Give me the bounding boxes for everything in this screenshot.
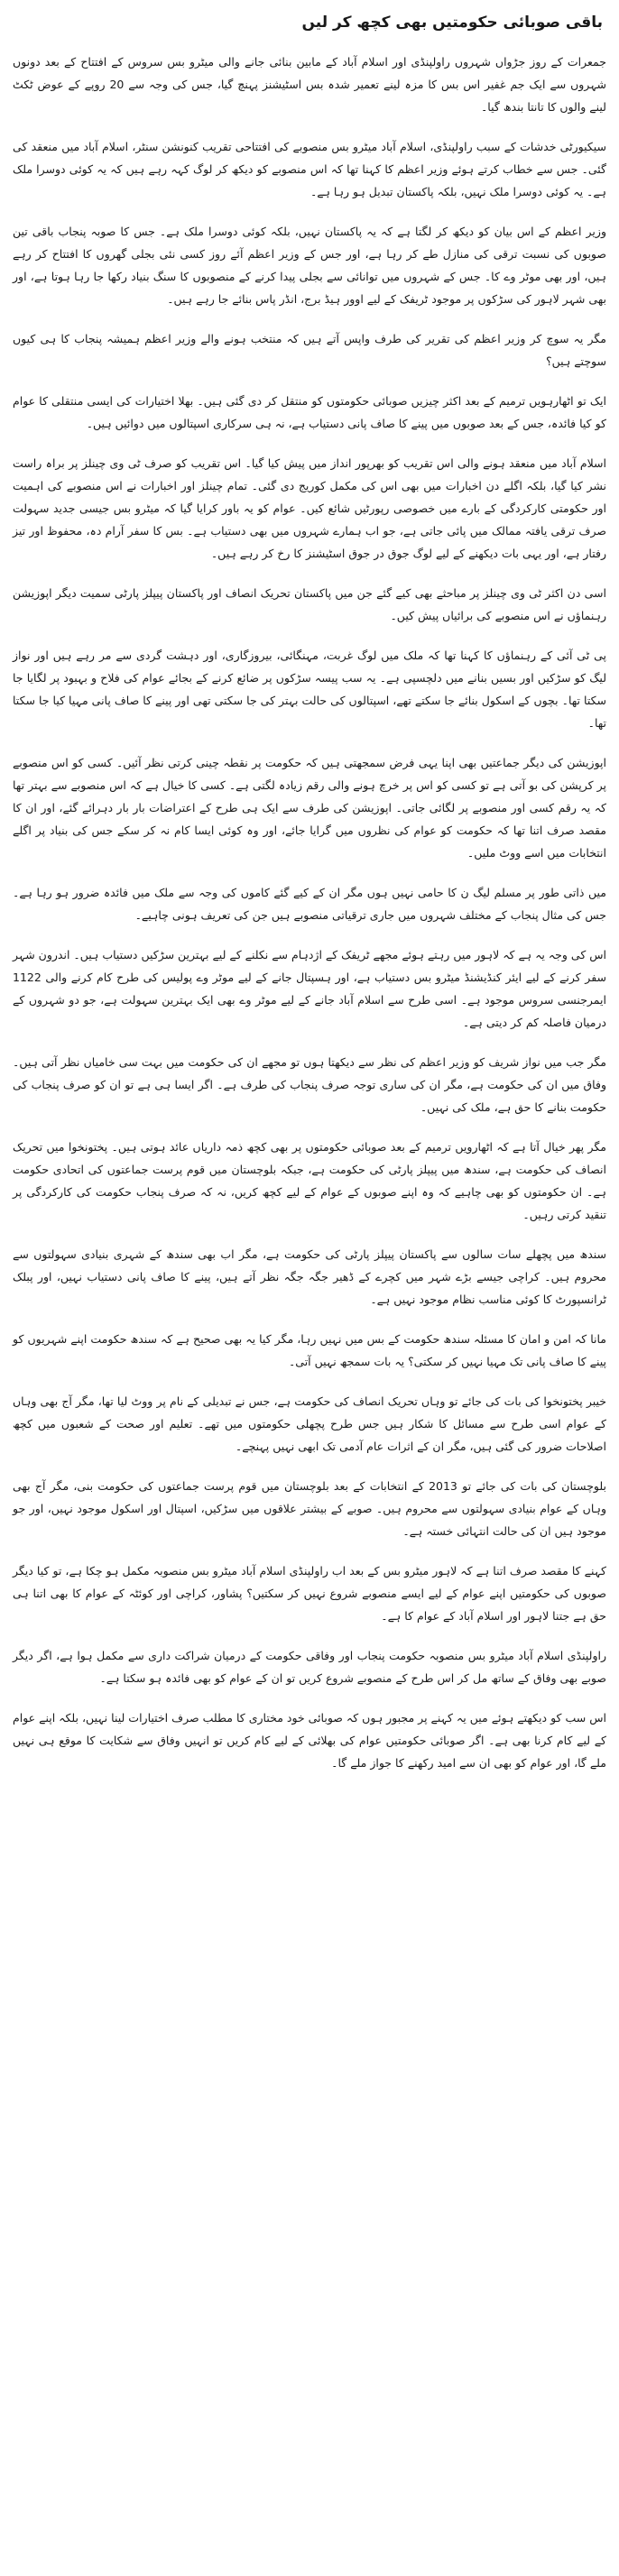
paragraph: کہنے کا مقصد صرف اتنا ہے کہ لاہور میٹرو بس کے بعد اب راولپنڈی اسلام آباد میٹرو بس منصوبہ مکمل ہو چکا ہے، تو کیا دیگر صوبوں کی حکومتیں اپنے عوام کے لیے ایسے منصوبے شروع نہیں کر سکتیں؟ پشاور، کراچی اور کوئٹہ کے عوام کا بھی اتنا ہی حق ہے جتنا لاہور اور اسلام آباد کے عوام کا ہے۔ (13, 1564, 606, 1623)
paragraph: بلوچستان کی بات کی جائے تو 2013 کے انتخابات کے بعد بلوچستان میں قوم پرست جماعتوں کی حکومت بنی، مگر آج بھی وہاں کے عوام بنیادی سہولتوں سے محروم ہیں۔ صوبے کے بیشتر علاقوں میں سڑکیں، اسپتال اور اسکول موجود نہیں، اور جو موجود ہیں ان کی حالت انتہائی خستہ ہے۔ (13, 1479, 607, 1538)
paragraph: اپوزیشن کی دیگر جماعتیں بھی اپنا یہی فرض سمجھتی ہیں کہ حکومت پر نقطہ چینی کرتی نظر آئیں۔ کسی کو اس منصوبے پر کرپشن کی بو آتی ہے تو کسی کو اس پر خرچ ہونے والی رقم زیادہ لگتی ہے۔ کسی کا خیال ہے کہ اس منصوبے سے بہتر تھا کہ یہ رقم کسی اور منصوبے پر لگائی جاتی۔ اپوزیشن کی طرف سے ایک ہی طرح کے اعتراضات بار بار دہرائے گئے، اور ان کا مقصد صرف اتنا تھا کہ حکومت کو عوام کی نظروں میں گرایا جائے، اور وہ کوئی ایسا کام نہ کر سکے جس کی بنیاد پر اگلے انتخابات میں اسے ووٹ ملیں۔ (13, 756, 606, 860)
paragraph: اس سب کو دیکھتے ہوئے میں یہ کہنے پر مجبور ہوں کہ صوبائی خود مختاری کا مطلب صرف اختیارات لینا نہیں، بلکہ اپنے عوام کے لیے کام کرنا بھی ہے۔ اگر صوبائی حکومتیں عوام کی بھلائی کے لیے کام کریں تو انہیں وفاق سے شکایت کا موقع ہی نہیں ملے گا، اور عوام کو بھی ان سے امید رکھنے کا جواز ملے گا۔ (13, 1711, 606, 1770)
paragraph: ایک تو اٹھارہویں ترمیم کے بعد اکثر چیزیں صوبائی حکومتوں کو منتقل کر دی گئی ہیں۔ بھلا اختیارات کی ایسی منتقلی کا عوام کو کیا فائدہ، جس کے بعد صوبوں میں پینے کا صاف پانی دستیاب ہے، نہ ہی سرکاری اسپتالوں میں دوائیں ہیں۔ (13, 394, 606, 430)
paragraph: وزیر اعظم کے اس بیان کو دیکھ کر لگتا ہے کہ یہ پاکستان نہیں، بلکہ کوئی دوسرا ملک ہے۔ جس کا صوبہ پنجاب باقی تین صوبوں کی نسبت ترقی کی منازل طے کر رہا ہے، اور جس کے وزیر اعظم آئے روز کسی نئی بجلی گھروں کا افتتاح کر رہے ہیں، اور بھی موٹر وے کا۔ جس کے شہروں میں توانائی سے بجلی پیدا کرنے کے منصوبوں کا سنگ بنیاد رکھا جا رہا ہوتا ہے، اور بھی شہر لاہور کی سڑکوں پر موجود ٹریفک کے لیے اوور ہیڈ برج، انڈر پاس بنائے جا رہے ہیں۔ (13, 225, 606, 306)
paragraph: اسلام آباد میں منعقد ہونے والی اس تقریب کو بھرپور انداز میں پیش کیا گیا۔ اس تقریب کو صرف ٹی وی چینلز پر براہ راست نشر کیا گیا، بلکہ اگلے دن اخبارات میں بھی اس کی مکمل کوریج دی گئی۔ تمام چینلز اور اخبارات نے اس منصوبے کی اہمیت اور حکومتی کارکردگی کے بارے میں خصوصی رپورٹیں شائع کیں۔ عوام کو یہ باور کرایا گیا کہ میٹرو بس جیسی جدید سہولت صرف ترقی یافتہ ممالک میں پائی جاتی ہے، جو اب ہمارے شہروں میں بھی دستیاب ہے۔ بس کا سفر آرام دہ، محفوظ اور تیز رفتار ہے، اور یہی بات دیکھنے کے لیے لوگ جوق در جوق اسٹیشنز کا رخ کر رہے ہیں۔ (13, 456, 606, 560)
paragraph: اسی دن اکثر ٹی وی چینلز پر مباحثے بھی کیے گئے جن میں پاکستان تحریک انصاف اور پاکستان پیپلز پارٹی سمیت دیگر اپوزیشن رہنماؤں نے اس منصوبے کی برائیاں پیش کیں۔ (13, 586, 606, 622)
paragraph: پی ٹی آئی کے رہنماؤں کا کہنا تھا کہ ملک میں لوگ غربت، مہنگائی، بیروزگاری، اور دہشت گردی سے مر رہے ہیں اور نواز لیگ کو سڑکیں اور بسیں بنانے میں دلچسپی ہے۔ یہ سب پیسہ سڑکوں پر ضائع کرنے کے بجائے عوام کی فلاح و بہبود پر لگایا جا سکتا تھا۔ بچوں کے اسکول بنائے جا سکتے تھے، اسپتالوں کی حالت بہتر کی جا سکتی تھی اور پینے کا صاف پانی مہیا کیا جا سکتا تھا۔ (13, 649, 606, 730)
article-title: باقی صوبائی حکومتیں بھی کچھ کر لیں (301, 14, 603, 32)
paragraph: مگر جب میں نواز شریف کو وزیر اعظم کی نظر سے دیکھتا ہوں تو مجھے ان کی حکومت میں بہت سی خامیاں نظر آتی ہیں۔ وفاق میں ان کی حکومت ہے، مگر ان کی ساری توجہ صرف پنجاب کی طرف ہے۔ اگر ایسا ہی ہے تو ان کو صرف پنجاب کی حکومت بنانے کا حق ہے، ملک کی نہیں۔ (13, 1055, 606, 1114)
paragraph: مگر پھر خیال آتا ہے کہ اٹھارویں ترمیم کے بعد صوبائی حکومتوں پر بھی کچھ ذمہ داریاں عائد ہوتی ہیں۔ پختونخوا میں تحریک انصاف کی حکومت ہے، سندھ میں پیپلز پارٹی کی حکومت ہے، جبکہ بلوچستان میں قوم پرست جماعتوں کی اتحادی حکومت ہے۔ ان حکومتوں کو بھی چاہیے کہ وہ اپنے صوبوں کے عوام کے لیے کچھ کریں، نہ کہ صرف پنجاب حکومت کی کارکردگی پر تنقید کرتی رہیں۔ (13, 1140, 606, 1221)
paragraph: سندھ میں پچھلے سات سالوں سے پاکستان پیپلز پارٹی کی حکومت ہے، مگر اب بھی سندھ کے شہری بنیادی سہولتوں سے محروم ہیں۔ کراچی جیسے بڑے شہر میں کچرے کے ڈھیر جگہ جگہ نظر آتے ہیں، پینے کا صاف پانی دستیاب نہیں، اور پبلک ٹرانسپورٹ کا کوئی مناسب نظام موجود نہیں ہے۔ (13, 1247, 606, 1306)
paragraph: خیبر پختونخوا کی بات کی جائے تو وہاں تحریک انصاف کی حکومت ہے، جس نے تبدیلی کے نام پر ووٹ لیا تھا، مگر آج بھی وہاں کے عوام اسی طرح سے مسائل کا شکار ہیں جس طرح پچھلی حکومتوں میں تھے۔ تعلیم اور صحت کے شعبوں میں کچھ اصلاحات ضرور کی گئی ہیں، مگر ان کے اثرات عام آدمی تک ابھی نہیں پہنچے۔ (13, 1394, 606, 1453)
paragraph: اس کی وجہ یہ ہے کہ لاہور میں رہتے ہوئے مجھے ٹریفک کے اژدہام سے نکلنے کے لیے بہترین سڑکیں دستیاب ہیں۔ اندرون شہر سفر کرنے کے لیے ایئر کنڈیشنڈ میٹرو بس دستیاب ہے، اور ہسپتال جانے کے لیے موٹر وے پولیس کی طرح کام کرنے والی 1122 ایمرجنسی سروس موجود ہے۔ اسی طرح سے اسلام آباد جانے کے لیے موٹر وے بھی ایک بہترین سہولت ہے، جو دو شہروں کے درمیان فاصلہ کم کر دیتی ہے۔ (13, 948, 606, 1029)
paragraph: مانا کہ امن و امان کا مسئلہ سندھ حکومت کے بس میں نہیں رہا، مگر کیا یہ بھی صحیح ہے کہ سندھ حکومت اپنے شہریوں کو پینے کا صاف پانی تک مہیا نہیں کر سکتی؟ یہ بات سمجھ نہیں آتی۔ (13, 1332, 606, 1368)
paragraph: راولپنڈی اسلام آباد میٹرو بس منصوبہ حکومت پنجاب اور وفاقی حکومت کے درمیان شراکت داری سے مکمل ہوا ہے، اگر دیگر صوبے بھی وفاق کے ساتھ مل کر اس طرح کے منصوبے شروع کریں تو ان کے عوام کو بھی فائدہ ہو سکتا ہے۔ (13, 1649, 606, 1685)
paragraph: میں ذاتی طور پر مسلم لیگ ن کا حامی نہیں ہوں مگر ان کے کیے گئے کاموں کی وجہ سے ملک میں فائدہ ضرور ہو رہا ہے۔ جس کی مثال پنجاب کے مختلف شہروں میں جاری ترقیاتی منصوبے ہیں جن کی تعریف ہونی چاہیے۔ (13, 886, 606, 922)
paragraph: جمعرات کے روز جڑواں شہروں راولپنڈی اور اسلام آباد کے مابین بنائی جانے والی میٹرو بس سروس کے افتتاح کے بعد دونوں شہروں سے ایک جم غفیر اس بس کا مزہ لینے تعمیر شدہ بس اسٹیشنز پہنچ گیا، جس کی وجہ سے 20 روپے کے عوض ٹکٹ لینے والوں کا تانتا بندھ گیا۔ (13, 55, 607, 114)
paragraph: سیکیورٹی خدشات کے سبب راولپنڈی، اسلام آباد میٹرو بس منصوبے کی افتتاحی تقریب کنونشن سنٹر، اسلام آباد میں منعقد کی گئی۔ جس سے خطاب کرتے ہوئے وزیر اعظم کا کہنا تھا کہ اس منصوبے کو دیکھ کر لوگ کہہ رہے ہیں کہ یہ کوئی دوسرا ملک ہے۔ یہ کوئی دوسرا ملک نہیں، بلکہ پاکستان تبدیل ہو رہا ہے۔ (13, 140, 606, 198)
paragraph: مگر یہ سوچ کر وزیر اعظم کی تقریر کی طرف واپس آتے ہیں کہ منتخب ہونے والے وزیر اعظم ہمیشہ پنجاب کا ہی کیوں سوچتے ہیں؟ (13, 332, 606, 368)
